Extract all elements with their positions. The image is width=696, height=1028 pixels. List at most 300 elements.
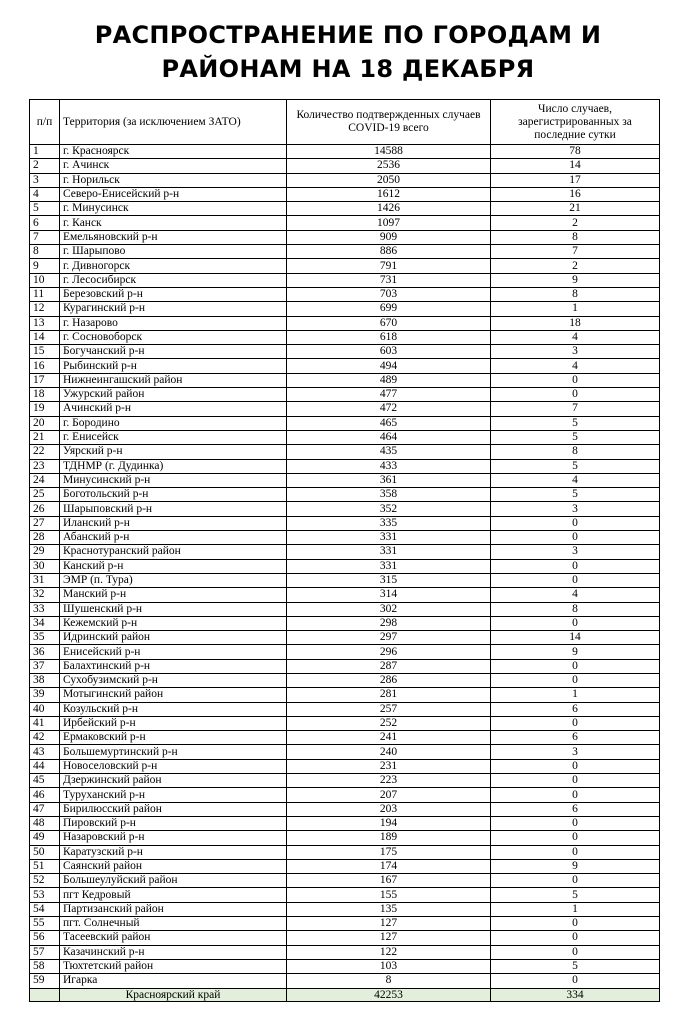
row-territory: ЭМР (п. Тура) [60,573,287,587]
row-number: 30 [30,559,60,573]
row-total-cases: 477 [287,388,491,402]
row-number: 25 [30,488,60,502]
row-daily-cases: 4 [491,473,660,487]
row-total-cases: 14588 [287,145,491,159]
total-number [30,988,60,1001]
row-territory: Курагинский р-н [60,302,287,316]
row-number: 29 [30,545,60,559]
row-territory: г. Шарыпово [60,245,287,259]
row-territory: Боготольский р-н [60,488,287,502]
row-territory: Тасеевский район [60,931,287,945]
row-territory: Емельяновский р-н [60,230,287,244]
row-daily-cases: 0 [491,816,660,830]
row-territory: Ужурский район [60,388,287,402]
row-number: 7 [30,230,60,244]
table-row [30,917,660,931]
row-number: 52 [30,874,60,888]
row-territory: г. Сосновоборск [60,330,287,344]
total-cases-sum: 42253 [287,988,491,1001]
row-territory: Березовский р-н [60,287,287,301]
table-row [30,673,660,687]
row-number: 27 [30,516,60,530]
row-number: 42 [30,731,60,745]
row-territory: Ачинский р-н [60,402,287,416]
table-body [30,145,660,989]
row-number: 59 [30,974,60,988]
table-row [30,702,660,716]
row-total-cases: 240 [287,745,491,759]
table-row [30,359,660,373]
row-total-cases: 194 [287,816,491,830]
row-total-cases: 358 [287,488,491,502]
row-daily-cases: 0 [491,716,660,730]
table-row [30,945,660,959]
row-total-cases: 127 [287,931,491,945]
row-territory: Саянский район [60,859,287,873]
table-row [30,402,660,416]
row-daily-cases: 3 [491,345,660,359]
row-total-cases: 207 [287,788,491,802]
row-number: 11 [30,287,60,301]
row-number: 5 [30,202,60,216]
row-territory: Енисейский р-н [60,645,287,659]
table-row [30,531,660,545]
row-daily-cases: 0 [491,774,660,788]
row-territory: Сухобузимский р-н [60,673,287,687]
row-number: 31 [30,573,60,587]
row-number: 36 [30,645,60,659]
table-row [30,245,660,259]
row-number: 8 [30,245,60,259]
row-daily-cases: 7 [491,245,660,259]
row-total-cases: 489 [287,373,491,387]
title-line-1: РАСПРОСТРАНЕНИЕ ПО ГОРОДАМ И [94,21,602,49]
row-total-cases: 2050 [287,173,491,187]
row-total-cases: 297 [287,631,491,645]
row-total-cases: 287 [287,659,491,673]
total-daily-sum: 334 [491,988,660,1001]
row-number: 10 [30,273,60,287]
row-daily-cases: 0 [491,559,660,573]
row-daily-cases: 4 [491,588,660,602]
header-total-cases: Количество подтвержденных случаев COVID-19 всего [287,100,491,145]
row-total-cases: 302 [287,602,491,616]
row-number: 50 [30,845,60,859]
row-total-cases: 223 [287,774,491,788]
row-total-cases: 122 [287,945,491,959]
row-number: 9 [30,259,60,273]
row-territory: Рыбинский р-н [60,359,287,373]
row-daily-cases: 5 [491,416,660,430]
table-row [30,774,660,788]
table-row [30,388,660,402]
row-territory: ТДНМР (г. Дудинка) [60,459,287,473]
table-row [30,845,660,859]
row-territory: Нижнеингашский район [60,373,287,387]
row-daily-cases: 5 [491,459,660,473]
row-daily-cases: 17 [491,173,660,187]
row-number: 46 [30,788,60,802]
row-number: 45 [30,774,60,788]
table-row [30,373,660,387]
row-total-cases: 241 [287,731,491,745]
row-total-cases: 361 [287,473,491,487]
row-daily-cases: 5 [491,488,660,502]
row-number: 28 [30,531,60,545]
table-row [30,473,660,487]
table-row [30,430,660,444]
row-daily-cases: 2 [491,216,660,230]
row-number: 14 [30,330,60,344]
row-territory: Северо-Енисейский р-н [60,187,287,201]
table-row [30,573,660,587]
table-row [30,545,660,559]
row-number: 54 [30,902,60,916]
table-row [30,559,660,573]
row-territory: Канский р-н [60,559,287,573]
row-total-cases: 8 [287,974,491,988]
row-territory: Кежемский р-н [60,616,287,630]
table-row [30,330,660,344]
row-total-cases: 314 [287,588,491,602]
row-number: 44 [30,759,60,773]
table-row [30,931,660,945]
row-total-cases: 886 [287,245,491,259]
row-daily-cases: 0 [491,945,660,959]
row-total-cases: 731 [287,273,491,287]
row-daily-cases: 0 [491,659,660,673]
row-daily-cases: 3 [491,502,660,516]
row-number: 1 [30,145,60,159]
row-daily-cases: 1 [491,688,660,702]
row-territory: Уярский р-н [60,445,287,459]
row-daily-cases: 7 [491,402,660,416]
header-daily-cases: Число случаев, зарегистрированных за последние сутки [491,100,660,145]
row-number: 40 [30,702,60,716]
row-number: 41 [30,716,60,730]
row-number: 16 [30,359,60,373]
table-row [30,645,660,659]
row-territory: пгт Кедровый [60,888,287,902]
row-total-cases: 127 [287,917,491,931]
row-total-cases: 1426 [287,202,491,216]
table-total-row [30,988,660,1001]
table-row [30,159,660,173]
row-number: 37 [30,659,60,673]
row-total-cases: 167 [287,874,491,888]
row-total-cases: 331 [287,545,491,559]
row-number: 20 [30,416,60,430]
row-territory: Балахтинский р-н [60,659,287,673]
row-total-cases: 472 [287,402,491,416]
table-row [30,516,660,530]
title-line-2: РАЙОНАМ НА 18 ДЕКАБРЯ [161,55,535,83]
table-row [30,874,660,888]
row-total-cases: 281 [287,688,491,702]
row-number: 53 [30,888,60,902]
row-territory: Шарыповский р-н [60,502,287,516]
row-territory: Тюхтетский район [60,959,287,973]
row-daily-cases: 4 [491,330,660,344]
row-territory: пгт. Солнечный [60,917,287,931]
row-territory: г. Ачинск [60,159,287,173]
row-territory: Мотыгинский район [60,688,287,702]
row-number: 26 [30,502,60,516]
row-number: 18 [30,388,60,402]
row-daily-cases: 5 [491,888,660,902]
table-row [30,602,660,616]
row-daily-cases: 0 [491,531,660,545]
row-total-cases: 231 [287,759,491,773]
table-row [30,831,660,845]
row-total-cases: 315 [287,573,491,587]
row-total-cases: 465 [287,416,491,430]
row-territory: г. Минусинск [60,202,287,216]
table-row [30,731,660,745]
row-daily-cases: 8 [491,287,660,301]
table-row [30,145,660,159]
row-territory: Игарка [60,974,287,988]
row-number: 21 [30,430,60,444]
row-number: 4 [30,187,60,201]
row-total-cases: 791 [287,259,491,273]
row-total-cases: 257 [287,702,491,716]
row-number: 35 [30,631,60,645]
table-row [30,788,660,802]
row-territory: Краснотуранский район [60,545,287,559]
row-daily-cases: 0 [491,673,660,687]
row-number: 32 [30,588,60,602]
row-territory: Шушенский р-н [60,602,287,616]
row-daily-cases: 3 [491,745,660,759]
row-territory: Новоселовский р-н [60,759,287,773]
row-territory: Партизанский район [60,902,287,916]
row-daily-cases: 0 [491,388,660,402]
row-daily-cases: 6 [491,802,660,816]
row-daily-cases: 8 [491,230,660,244]
row-total-cases: 909 [287,230,491,244]
row-territory: Пировский р-н [60,816,287,830]
row-total-cases: 331 [287,559,491,573]
table-row [30,202,660,216]
row-daily-cases: 16 [491,187,660,201]
row-territory: Ермаковский р-н [60,731,287,745]
row-number: 58 [30,959,60,973]
row-daily-cases: 0 [491,759,660,773]
table-row [30,588,660,602]
row-number: 43 [30,745,60,759]
row-territory: Богучанский р-н [60,345,287,359]
table-row [30,659,660,673]
row-total-cases: 331 [287,531,491,545]
row-total-cases: 670 [287,316,491,330]
table-row [30,816,660,830]
row-daily-cases: 4 [491,359,660,373]
row-total-cases: 286 [287,673,491,687]
row-territory: Дзержинский район [60,774,287,788]
row-territory: Манский р-н [60,588,287,602]
row-daily-cases: 0 [491,931,660,945]
row-number: 39 [30,688,60,702]
row-territory: Большемуртинский р-н [60,745,287,759]
table-row [30,745,660,759]
row-number: 47 [30,802,60,816]
row-total-cases: 2536 [287,159,491,173]
table-row [30,859,660,873]
table-row [30,888,660,902]
row-territory: Идринский район [60,631,287,645]
row-territory: г. Назарово [60,316,287,330]
row-daily-cases: 0 [491,831,660,845]
row-number: 38 [30,673,60,687]
row-daily-cases: 0 [491,974,660,988]
row-territory: Каратузский р-н [60,845,287,859]
page-title [0,18,696,86]
table-row [30,502,660,516]
row-total-cases: 103 [287,959,491,973]
row-total-cases: 296 [287,645,491,659]
table-row [30,902,660,916]
row-territory: Казачинский р-н [60,945,287,959]
row-number: 48 [30,816,60,830]
row-total-cases: 298 [287,616,491,630]
row-daily-cases: 0 [491,917,660,931]
row-territory: г. Дивногорск [60,259,287,273]
row-number: 19 [30,402,60,416]
table-row [30,445,660,459]
row-daily-cases: 5 [491,430,660,444]
row-number: 23 [30,459,60,473]
row-territory: г. Норильск [60,173,287,187]
row-total-cases: 703 [287,287,491,301]
row-territory: Бирилюсский район [60,802,287,816]
row-number: 15 [30,345,60,359]
table-row [30,616,660,630]
row-total-cases: 618 [287,330,491,344]
row-daily-cases: 9 [491,645,660,659]
row-total-cases: 1097 [287,216,491,230]
row-territory: Назаровский р-н [60,831,287,845]
row-number: 13 [30,316,60,330]
row-total-cases: 175 [287,845,491,859]
row-territory: г. Канск [60,216,287,230]
row-total-cases: 603 [287,345,491,359]
row-daily-cases: 14 [491,631,660,645]
row-daily-cases: 78 [491,145,660,159]
row-number: 49 [30,831,60,845]
table-row [30,216,660,230]
row-total-cases: 335 [287,516,491,530]
row-number: 3 [30,173,60,187]
row-daily-cases: 9 [491,273,660,287]
table-row [30,416,660,430]
row-daily-cases: 0 [491,845,660,859]
row-number: 56 [30,931,60,945]
row-daily-cases: 0 [491,788,660,802]
row-total-cases: 189 [287,831,491,845]
table-row [30,631,660,645]
covid-cases-table [29,99,660,1002]
row-daily-cases: 8 [491,602,660,616]
header-territory: Территория (за исключением ЗАТО) [60,100,287,145]
row-daily-cases: 1 [491,902,660,916]
row-daily-cases: 0 [491,516,660,530]
row-daily-cases: 1 [491,302,660,316]
row-territory: Туруханский р-н [60,788,287,802]
table-row [30,974,660,988]
row-total-cases: 433 [287,459,491,473]
table-row [30,230,660,244]
row-number: 57 [30,945,60,959]
row-daily-cases: 2 [491,259,660,273]
table-row [30,259,660,273]
row-number: 2 [30,159,60,173]
row-total-cases: 155 [287,888,491,902]
row-total-cases: 352 [287,502,491,516]
row-total-cases: 464 [287,430,491,444]
table-row [30,459,660,473]
row-number: 55 [30,917,60,931]
row-total-cases: 1612 [287,187,491,201]
table-row [30,688,660,702]
table-row [30,187,660,201]
table-row [30,345,660,359]
row-territory: Абанский р-н [60,531,287,545]
row-total-cases: 174 [287,859,491,873]
row-number: 22 [30,445,60,459]
row-daily-cases: 18 [491,316,660,330]
row-daily-cases: 6 [491,731,660,745]
row-number: 51 [30,859,60,873]
row-daily-cases: 8 [491,445,660,459]
row-territory: Ирбейский р-н [60,716,287,730]
row-territory: г. Енисейск [60,430,287,444]
header-number: п/п [30,100,60,145]
row-territory: Большеулуйский район [60,874,287,888]
table-row [30,488,660,502]
row-daily-cases: 6 [491,702,660,716]
row-number: 6 [30,216,60,230]
table-header-row [30,100,660,145]
row-territory: г. Бородино [60,416,287,430]
row-daily-cases: 9 [491,859,660,873]
row-number: 12 [30,302,60,316]
row-territory: г. Лесосибирск [60,273,287,287]
row-daily-cases: 0 [491,874,660,888]
row-total-cases: 135 [287,902,491,916]
table-row [30,802,660,816]
row-daily-cases: 0 [491,616,660,630]
table-row [30,287,660,301]
row-territory: Минусинский р-н [60,473,287,487]
total-territory: Красноярский край [60,988,287,1001]
table-row [30,759,660,773]
row-total-cases: 435 [287,445,491,459]
row-daily-cases: 3 [491,545,660,559]
table-row [30,173,660,187]
row-daily-cases: 14 [491,159,660,173]
row-total-cases: 699 [287,302,491,316]
row-number: 17 [30,373,60,387]
row-total-cases: 252 [287,716,491,730]
row-total-cases: 494 [287,359,491,373]
table-row [30,273,660,287]
row-daily-cases: 0 [491,573,660,587]
row-number: 33 [30,602,60,616]
row-number: 34 [30,616,60,630]
row-territory: Козульский р-н [60,702,287,716]
row-total-cases: 203 [287,802,491,816]
